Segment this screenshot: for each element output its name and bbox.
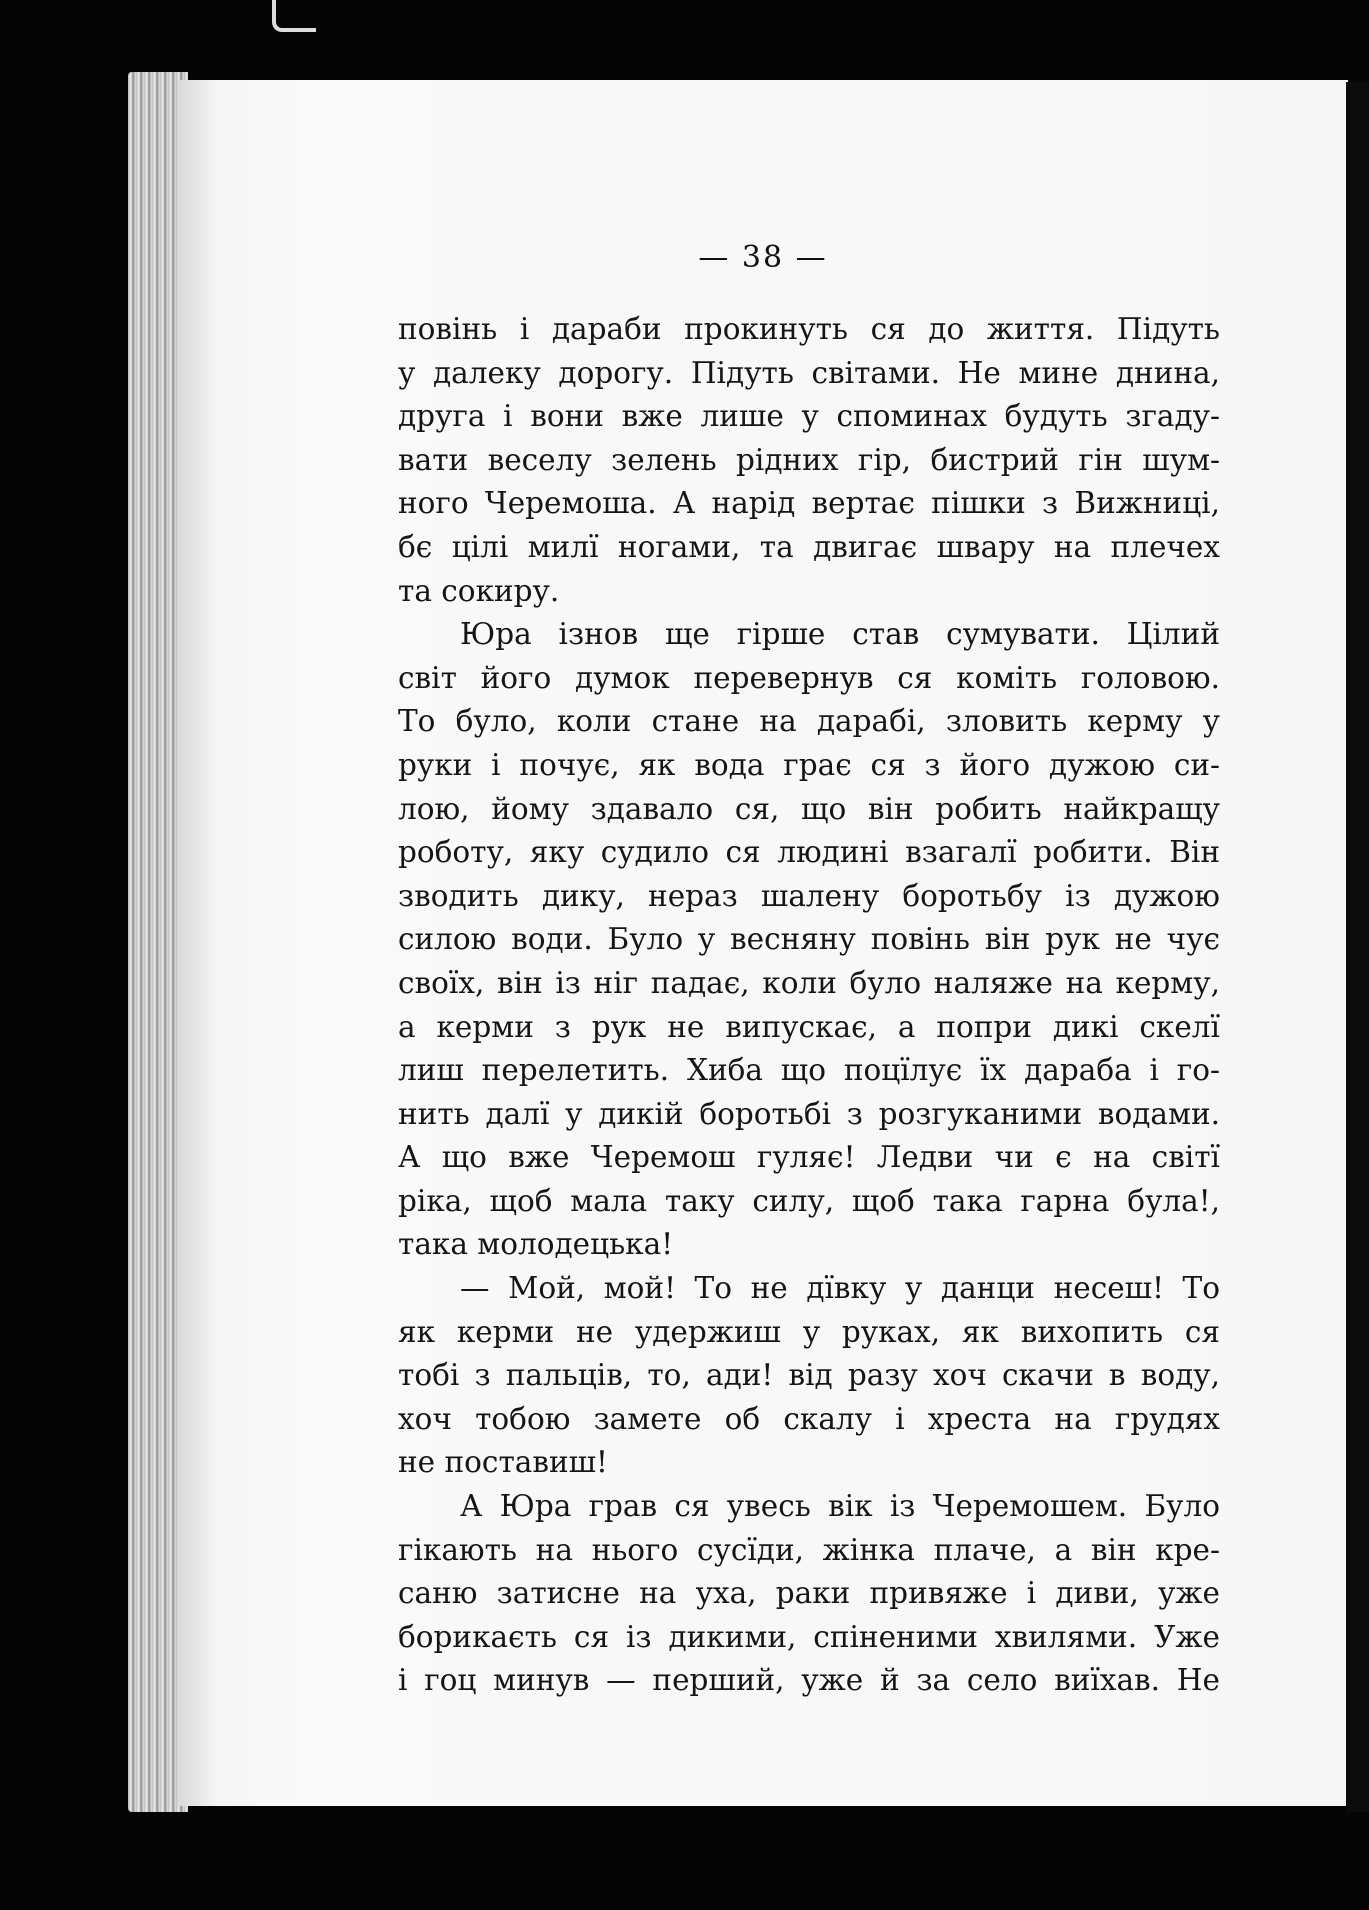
text-line: То було, коли стане на дарабі, зловить керму у	[398, 704, 1220, 739]
text-line: друга і вони вже лише у споминах будуть згаду-	[398, 399, 1220, 434]
text-line: гікають на нього сусїди, жінка плаче, а він кре-	[398, 1532, 1220, 1567]
scan-right-edge	[1346, 82, 1369, 1812]
text-line: ріка, щоб мала таку силу, щоб така гарна була!,	[398, 1183, 1220, 1218]
text-line: така молодецька!	[398, 1227, 674, 1262]
text-line: роботу, яку судило ся людині взагалї робити. Він	[398, 835, 1220, 870]
text-line: а керми з рук не випускає, а попри дикі скелї	[398, 1009, 1220, 1044]
text-line: ного Черемоша. А нарід вертає пішки з Вижниці,	[398, 486, 1220, 521]
text-line: саню затисне на уха, раки привяже і диви, уже	[398, 1576, 1220, 1611]
text-line: бє цілі милї ногами, та двигає швару на плечех	[398, 529, 1220, 564]
text-line: зводить дику, нераз шалену боротьбу із дужою	[398, 878, 1220, 913]
text-line: як керми не удержиш у руках, як вихопить ся	[398, 1314, 1220, 1349]
text-line: повінь і дараби прокинуть ся до життя. Підуть	[398, 312, 1220, 346]
text-line: не поставиш!	[398, 1445, 608, 1480]
text-line: лиш перелетить. Хиба що поцїлує їх дараба і го-	[398, 1053, 1220, 1088]
text-line: у далеку дорогу. Підуть світами. Не мине днина,	[398, 355, 1220, 390]
book-page	[178, 80, 1348, 1806]
text-line: руки і почує, як вода грає ся з його дужою си-	[398, 747, 1220, 782]
text-line: лою, йому здавало ся, що він робить найкращу	[398, 791, 1220, 826]
text-line: борикаєть ся із дикими, спіненими хвилями. Уже	[398, 1619, 1220, 1654]
text-line: Юра ізнов ще гірше став сумувати. Цілий	[460, 617, 1220, 652]
text-line: — Мой, мой! То не дївку у данци несеш! То	[460, 1271, 1220, 1306]
text-line: світ його думок перевернув ся коміть головою.	[398, 660, 1220, 695]
page-text	[398, 308, 1220, 1703]
text-line: хоч тобою замете об скалу і хреста на грудях	[398, 1401, 1220, 1436]
text-line: силою води. Було у весняну повінь він рук не чує	[398, 922, 1220, 957]
text-line: та сокиру.	[398, 573, 560, 608]
text-line: А Юра грав ся увесь вік із Черемошем. Було	[460, 1489, 1220, 1524]
text-line: тобі з пальців, то, ади! від разу хоч скачи в воду,	[398, 1358, 1220, 1393]
text-line: своїх, він із ніг падає, коли було наляже на керму,	[398, 965, 1220, 1000]
page-number: — 38 —	[698, 240, 828, 275]
scan-corner-mark	[272, 0, 316, 32]
text-line: А що вже Черемош гуляє! Ледви чи є на світї	[398, 1140, 1220, 1175]
text-line: вати веселу зелень рідних гір, бистрий гін шум-	[398, 442, 1220, 477]
text-line: нить далї у дикій боротьбі з розгуканими водами.	[398, 1096, 1220, 1131]
text-line: і гоц минув — перший, уже й за село виїхав. Не	[398, 1663, 1220, 1698]
